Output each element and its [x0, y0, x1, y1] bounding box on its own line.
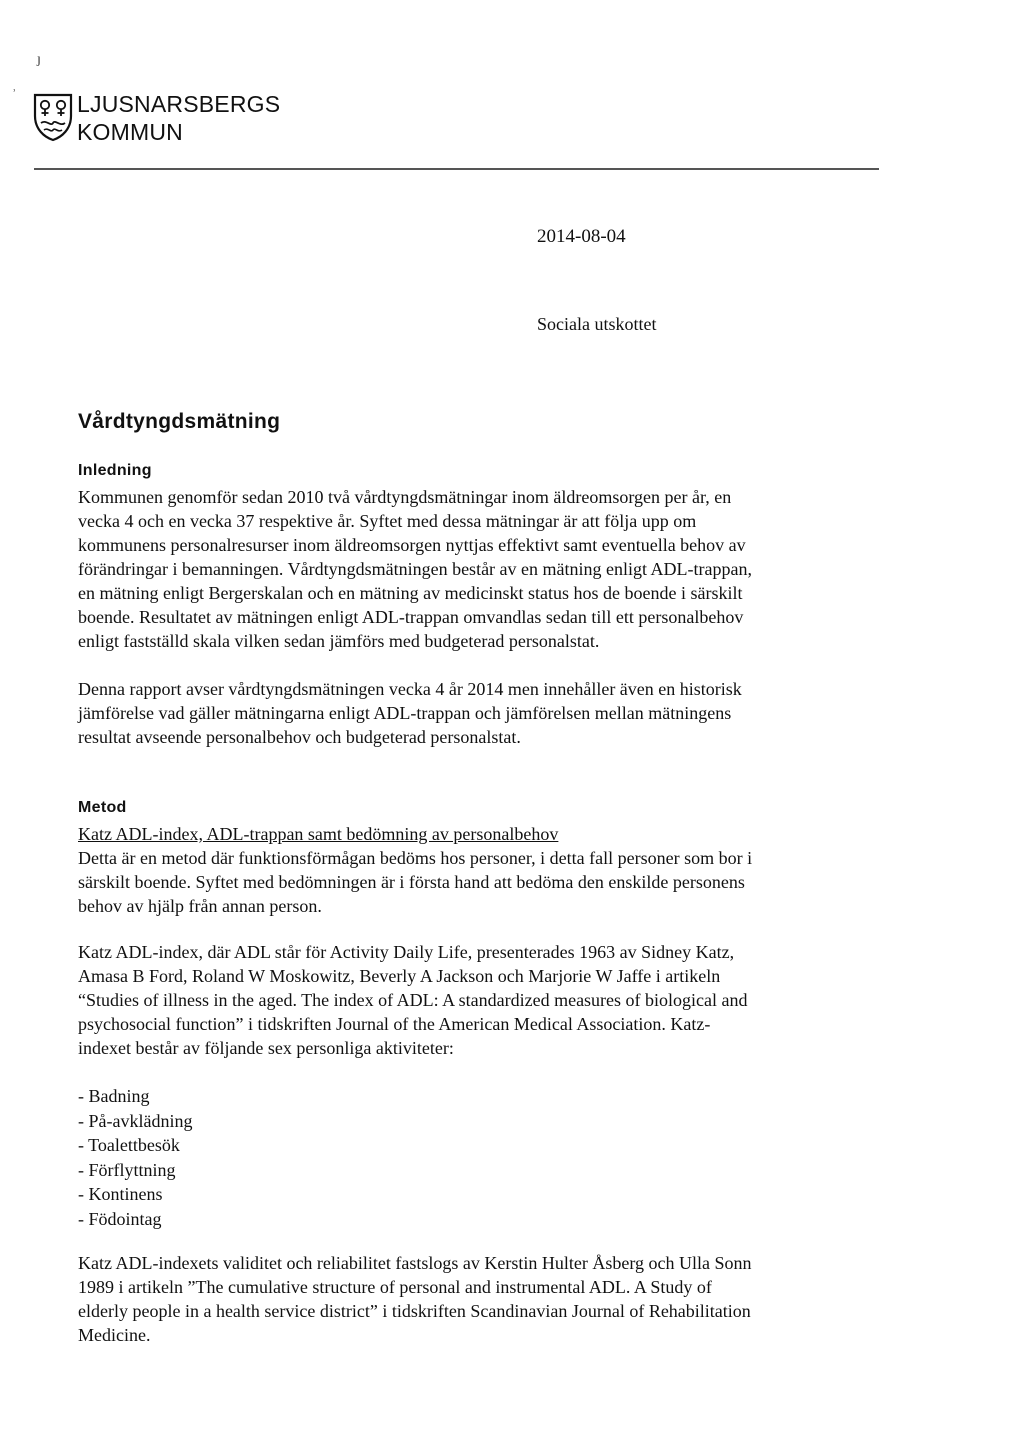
- paragraph-metod-1: [78, 846, 838, 918]
- section-heading-inledning: Inledning: [78, 462, 152, 479]
- text-line: en mätning enligt Bergerskalan och en mätning av medicinskt status hos de boende i särskilt: [78, 583, 743, 603]
- text-line: resultat avseende personalbehov och budgeterad personalstat.: [78, 727, 521, 747]
- document-title: Vårdtyngdsmätning: [78, 410, 281, 433]
- text-line: Detta är en metod där funktionsförmågan bedöms hos personer, i detta fall personer som bor i: [78, 848, 753, 868]
- organization-name-line1: LJUSNARSBERGS: [77, 91, 281, 117]
- subheading-katz-adl: Katz ADL-index, ADL-trappan samt bedömning av personalbehov: [78, 824, 559, 844]
- document-date: 2014-08-04: [537, 226, 626, 247]
- scan-mark: ʾ: [12, 88, 17, 103]
- paragraph-metod-3: [78, 1251, 838, 1347]
- text-line: särskilt boende. Syftet med bedömningen är i första hand att bedöma den enskilde personens: [78, 872, 745, 892]
- paragraph-metod-2: [78, 940, 838, 1060]
- coat-of-arms-icon: [31, 92, 75, 142]
- organization-name-line2: KOMMUN: [77, 119, 183, 145]
- section-heading-metod: Metod: [78, 799, 127, 816]
- list-item: - På-avklädning: [78, 1110, 193, 1131]
- paragraph-inledning-2: [78, 677, 838, 749]
- text-line: förändringar i bemanningen. Vårdtyngdsmätningen består av en mätning enligt ADL-trappan,: [78, 559, 752, 579]
- list-item: - Toalettbesök: [78, 1135, 180, 1156]
- text-line: Katz ADL-index, där ADL står för Activity Daily Life, presenterades 1963 av Sidney Katz,: [78, 942, 735, 962]
- text-line: 1989 i artikeln ”The cumulative structure of personal and instrumental ADL. A Study of: [78, 1277, 712, 1297]
- text-line: indexet består av följande sex personliga aktiviteter:: [78, 1038, 454, 1058]
- activities-list: [78, 1084, 192, 1232]
- text-line: enligt fastställd skala vilken sedan jämförs med budgeterad personalstat.: [78, 631, 600, 651]
- recipient: Sociala utskottet: [537, 314, 657, 334]
- header-divider: [34, 168, 879, 170]
- paragraph-inledning-1: [78, 485, 838, 653]
- text-line: Kommunen genomför sedan 2010 två vårdtyngdsmätningar inom äldreomsorgen per år, en: [78, 487, 732, 507]
- text-line: psychosocial function” i tidskriften Journal of the American Medical Association. Katz-: [78, 1014, 711, 1034]
- text-line: Amasa B Ford, Roland W Moskowitz, Beverly A Jackson och Marjorie W Jaffe i artikeln: [78, 966, 721, 986]
- text-line: Katz ADL-indexets validitet och reliabilitet fastslogs av Kerstin Hulter Åsberg och Ulla Sonn: [78, 1253, 752, 1273]
- list-item: - Födointag: [78, 1208, 162, 1229]
- text-line: boende. Resultatet av mätningen enligt ADL-trappan omvandlas sedan till ett personalbehov: [78, 607, 744, 627]
- text-line: vecka 4 och en vecka 37 respektive år. Syftet med dessa mätningar är att följa upp om: [78, 511, 697, 531]
- text-line: kommunens personalresurser inom äldreomsorgen nyttjas effektivt samt eventuella behov av: [78, 535, 746, 555]
- text-line: Medicine.: [78, 1325, 151, 1345]
- list-item: - Badning: [78, 1086, 150, 1106]
- scan-mark: ȷ: [37, 52, 41, 67]
- letterhead: [31, 90, 280, 146]
- text-line: “Studies of illness in the aged. The index of ADL: A standardized measures of biological and: [78, 990, 748, 1010]
- text-line: Denna rapport avser vårdtyngdsmätningen vecka 4 år 2014 men innehåller även en historisk: [78, 679, 742, 699]
- text-line: jämförelse vad gäller mätningarna enligt ADL-trappan och jämförelsen mellan mätningens: [78, 703, 732, 723]
- list-item: - Kontinens: [78, 1184, 163, 1205]
- text-line: behov av hjälp från annan person.: [78, 896, 322, 916]
- text-line: elderly people in a health service district” i tidskriften Scandinavian Journal of Rehabilitation: [78, 1301, 751, 1321]
- list-item: - Förflyttning: [78, 1159, 176, 1180]
- organization-name: [77, 90, 280, 146]
